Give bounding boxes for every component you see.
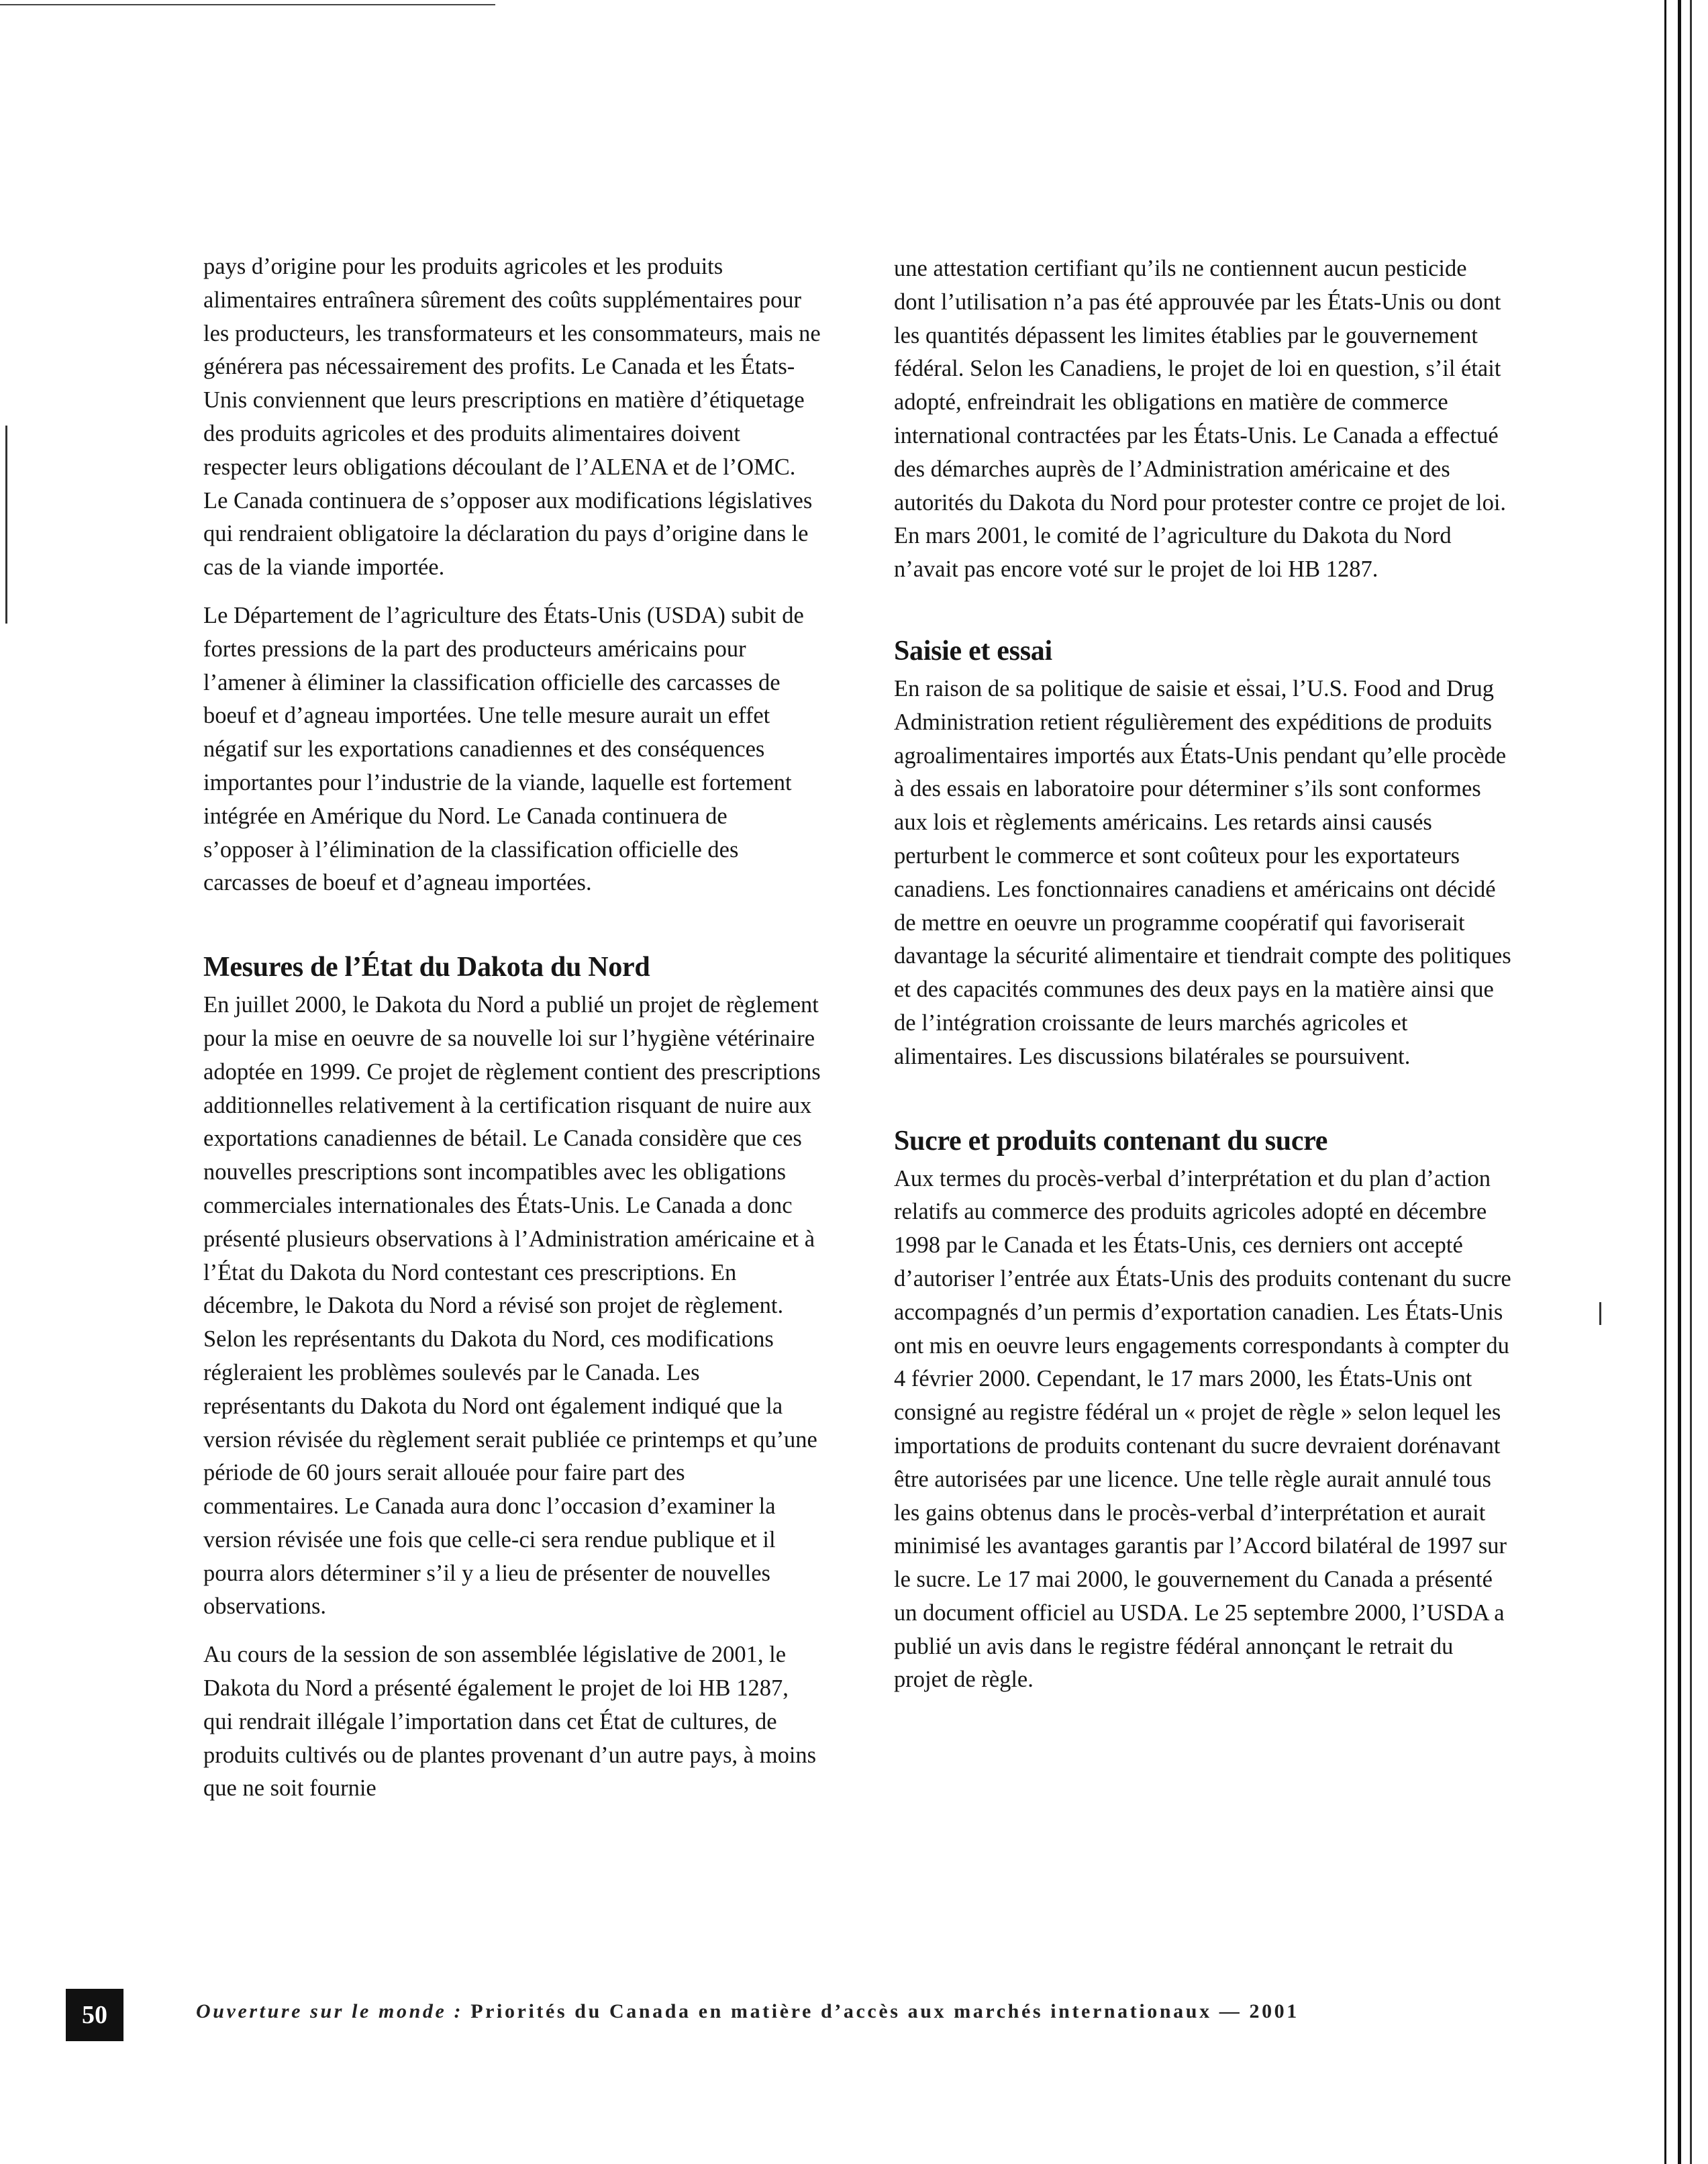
binding-edge-line <box>1664 0 1666 2164</box>
spacer <box>203 915 821 950</box>
left-column <box>203 250 821 1820</box>
footer-title-italic: Ouverture sur le monde : <box>196 2000 464 2022</box>
binding-edge-line <box>1678 0 1681 2164</box>
paragraph: pays d’origine pour les produits agricoles et les produits alimentaires entraînera sûrement des coûts supplémentaires pour les producteurs, les transformateurs et les consommateurs, mais ne générera pas nécessairement des profits. Le Canada et les États-Unis conviennent que leurs prescriptions en matière d’étiquetage des produits agricoles et des produits alimentaires doivent respecter leurs obligations découlant de l’ALENA et de l’OMC. Le Canada continuera de s’opposer aux modifications législatives qui rendraient obligatoire la déclaration du pays d’origine dans le cas de la viande importée. <box>203 254 821 581</box>
section-heading: Saisie et essai <box>894 635 1052 667</box>
page-number: 50 <box>66 1989 123 2041</box>
paragraph: Aux termes du procès-verbal d’interprétation et du plan d’action relatifs au commerce des produits agricoles adopté en décembre 1998 par le Canada et les États-Unis, ces derniers ont accepté d’autoriser l’entrée aux États-Unis des produits contenant du sucre accompagnés d’un permis d’exportation canadien. Les États-Unis ont mis en oeuvre leurs engagements correspondants à compter du 4 février 2000. Cependant, le 17 mars 2000, les États-Unis ont consigné au registre fédéral un « projet de règle » selon lequel les importations de produits contenant du sucre devraient dorénavant être autorisées par une licence. Une telle règle aurait annulé tous les gains obtenus dans le procès-verbal d’interprétation et aurait minimisé les avantages garantis par l’Accord bilatéral de 1997 sur le sucre. Le 17 mai 2000, le gouvernement du Canada a présenté un document officiel au USDA. Le 25 septembre 2000, l’USDA a publié un avis dans le registre fédéral annonçant le retrait du projet de règle. <box>894 1165 1511 1693</box>
margin-mark <box>5 426 7 624</box>
footer-title-rest: Priorités du Canada en matière d’accès aux marchés internationaux — 2001 <box>470 2000 1299 2022</box>
right-column <box>894 252 1511 1712</box>
paragraph: En raison de sa politique de saisie et essai, l’U.S. Food and Drug Administration retient régulièrement des expéditions de produits agroalimentaires importés aux États-Unis pendant qu’elle procède à des essais en laboratoire pour déterminer s’ils sont conformes aux lois et règlements américains. Les retards ainsi causés perturbent le commerce et sont coûteux pour les exportateurs canadiens. Les fonctionnaires canadiens et américains ont décidé de mettre en oeuvre un programme coopératif qui favoriserait davantage la sécurité alimentaire et tiendrait compte des politiques et des capacités communes des deux pays en la matière ainsi que de l’intégration croissante de leurs marchés agricoles et alimentaires. Les discussions bilatérales se poursuivent. <box>894 675 1511 1069</box>
paragraph: En juillet 2000, le Dakota du Nord a publié un projet de règlement pour la mise en oeuvre de sa nouvelle loi sur l’hygiène vétérinaire adoptée en 1999. Ce projet de règlement contient des prescriptions additionnelles relativement à la certification risquant de nuire aux exportations canadiennes de bétail. Le Canada considère que ces nouvelles prescriptions sont incompatibles avec les obligations commerciales internationales des États-Unis. Le Canada a donc présenté plusieurs observations à l’Administration américaine et à l’État du Dakota du Nord contestant ces prescriptions. En décembre, le Dakota du Nord a révisé son projet de règlement. Selon les représentants du Dakota du Nord, ces modifications régleraient les problèmes soulevés par le Canada. Les représentants du Dakota du Nord ont également indiqué que la version révisée du règlement serait publiée ce printemps et qu’une période de 60 jours serait allouée pour faire part des commentaires. Le Canada aura donc l’occasion d’examiner la version révisée une fois que celle-ci sera rendue publique et il pourra alors déterminer s’il y a lieu de présenter de nouvelles observations. <box>203 992 821 1620</box>
spacer <box>894 601 1511 634</box>
running-footer <box>196 2000 1299 2023</box>
binding-edge-line <box>1690 0 1692 2164</box>
paragraph: une attestation certifiant qu’ils ne contiennent aucun pesticide dont l’utilisation n’a pas été approuvée par les États-Unis ou dont les quantités dépassent les limites établies par le gouvernement fédéral. Selon les Canadiens, le projet de loi en question, s’il était adopté, enfreindrait les obligations en matière de commerce international contractées par les États-Unis. Le Canada a effectué des démarches auprès de l’Administration américaine et des autorités du Dakota du Nord pour protester contre ce projet de loi. En mars 2001, le comité de l’agriculture du Dakota du Nord n’avait pas encore voté sur le projet de loi HB 1287. <box>894 256 1507 583</box>
top-rule <box>0 4 495 5</box>
margin-mark <box>1599 1302 1601 1325</box>
spacer <box>894 1089 1511 1124</box>
paragraph: Le Département de l’agriculture des États-Unis (USDA) subit de fortes pressions de la part des producteurs américains pour l’amener à éliminer la classification officielle des carcasses de boeuf et d’agneau importées. Une telle mesure aurait un effet négatif sur les exportations canadiennes et des conséquences importantes pour l’industrie de la viande, laquelle est fortement intégrée en Amérique du Nord. Le Canada continuera de s’opposer à l’élimination de la classification officielle des carcasses de boeuf et d’agneau importées. <box>203 602 804 896</box>
paragraph: Au cours de la session de son assemblée législative de 2001, le Dakota du Nord a présenté également le projet de loi HB 1287, qui rendrait illégale l’importation dans cet État de cultures, de produits cultivés ou de plantes provenant d’un autre pays, à moins que ne soit fournie <box>203 1642 817 1802</box>
section-heading: Sucre et produits contenant du sucre <box>894 1125 1328 1157</box>
section-heading: Mesures de l’État du Dakota du Nord <box>203 952 650 983</box>
